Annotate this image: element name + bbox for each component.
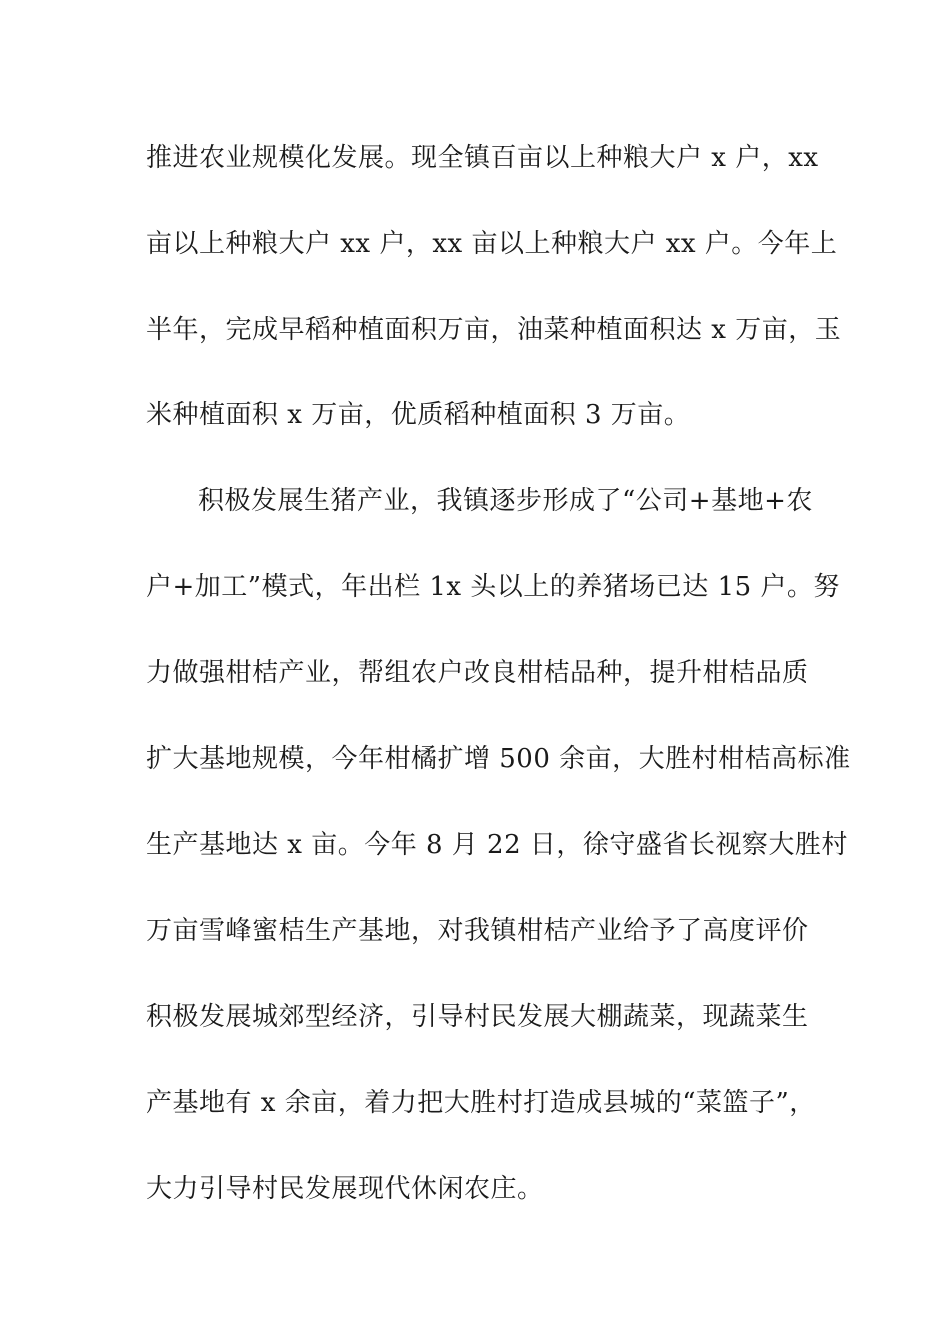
text-line-2: 亩以上种粮大户 xx 户，xx 亩以上种粮大户 xx 户。今年上 [146,229,838,259]
text-line-12: 产基地有 x 余亩，着力把大胜村打造成县城的“菜篮子”， [146,1088,816,1118]
text-line-4: 米种植面积 x 万亩，优质稻种植面积 3 万亩。 [146,400,691,430]
text-line-1: 推进农业规模化发展。现全镇百亩以上种粮大户 x 户，xx [146,143,819,173]
text-line-10: 万亩雪峰蜜桔生产基地，对我镇柑桔产业给予了高度评价 [146,916,809,946]
text-line-7: 力做强柑桔产业，帮组农户改良柑桔品种，提升柑桔品质 [146,658,809,688]
text-line-9: 生产基地达 x 亩。今年 8 月 22 日，徐守盛省长视察大胜村 [146,830,848,860]
text-line-5: 积极发展生猪产业，我镇逐步形成了“公司+基地+农 [198,486,813,516]
text-line-6: 户+加工”模式，年出栏 1x 头以上的养猪场已达 15 户。努 [146,572,840,602]
text-line-11: 积极发展城郊型经济，引导村民发展大棚蔬菜，现蔬菜生 [146,1002,809,1032]
text-line-13: 大力引导村民发展现代休闲农庄。 [146,1174,544,1204]
text-line-8: 扩大基地规模，今年柑橘扩增 500 余亩，大胜村柑桔高标准 [146,744,851,774]
text-line-3: 半年，完成早稻种植面积万亩，油菜种植面积达 x 万亩，玉 [146,315,842,345]
